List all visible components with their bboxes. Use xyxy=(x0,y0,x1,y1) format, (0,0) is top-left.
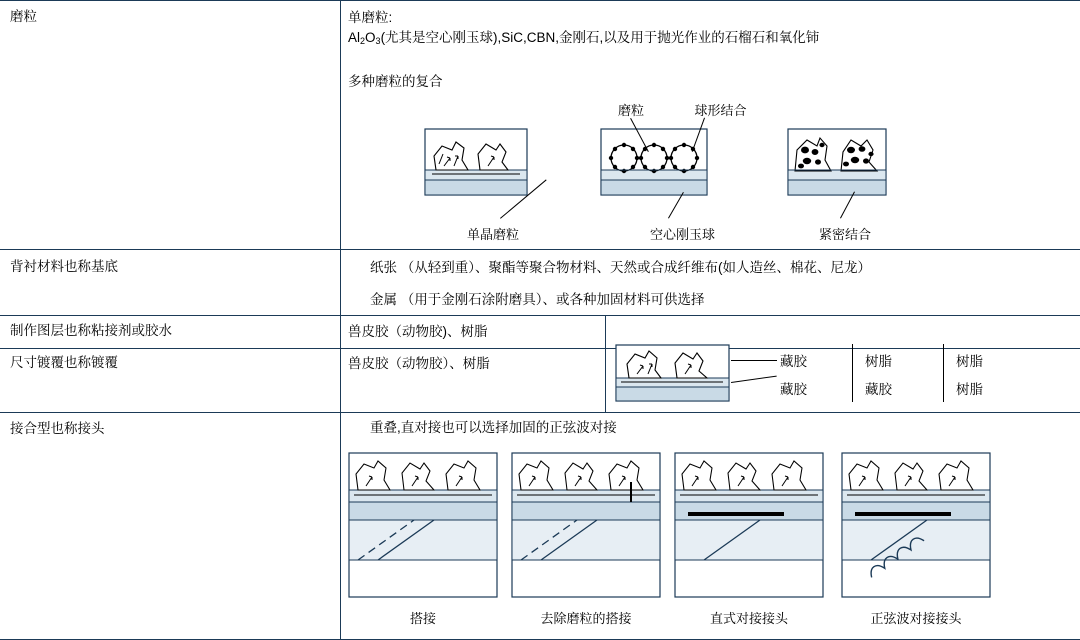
leader-size-coat-1 xyxy=(731,360,777,361)
caption-lap: 搭接 xyxy=(409,611,436,626)
backing-line-2: 金属 （用于金刚石涂附磨具）、或各种加固材料可供选择 xyxy=(370,292,705,307)
row-divider-2 xyxy=(0,315,1080,316)
callout-grain: 磨粒 xyxy=(617,103,644,118)
callout-single-crystal: 单晶磨粒 xyxy=(466,227,519,242)
figure-tight-bond xyxy=(787,128,887,196)
caption-butt: 直式对接接头 xyxy=(709,611,788,626)
row-divider-4 xyxy=(0,412,1080,413)
caption-sine: 正弦波对接接头 xyxy=(870,611,962,626)
size-coat-value: 兽皮胶（动物胶）、树脂 xyxy=(348,356,490,371)
size-coat-callout-1: 藏胶 xyxy=(780,354,807,369)
row-label-abrasive: 磨粒 xyxy=(10,9,37,24)
size-coat-sep-1 xyxy=(852,344,853,402)
abrasive-line-3: 多种磨粒的复合 xyxy=(348,74,443,89)
figure-size-coat xyxy=(615,344,730,402)
backing-line-1: 纸张 （从轻到重）、聚酯等聚合物材料、天然或合成纤维布(如人造丝、棉花、尼龙） xyxy=(370,260,871,275)
caption-deabraded-lap: 去除磨粒的搭接 xyxy=(540,611,632,626)
row-label-make-coat: 制作图层也称粘接剂或胶水 xyxy=(10,323,172,338)
figure-single-crystal-abrasive xyxy=(424,128,528,196)
column-divider xyxy=(340,0,341,639)
size-coat-callout-4: 藏胶 xyxy=(865,382,892,397)
size-coat-callout-3: 树脂 xyxy=(865,354,892,369)
leader-size-coat-2 xyxy=(731,376,777,383)
figure-hollow-corundum-ball xyxy=(600,128,708,196)
figure-sine-wave-joint xyxy=(841,452,991,598)
row-divider-1 xyxy=(0,249,1080,250)
al2o3-formula: $Al_2O_3$ xyxy=(348,30,381,46)
callout-hollow-ball: 空心刚玉球 xyxy=(649,227,715,242)
joint-line-1: 重叠,直对接也可以选择加固的正弦波对接 xyxy=(370,420,617,435)
size-coat-callout-2: 藏胶 xyxy=(780,382,807,397)
size-coat-callout-6: 树脂 xyxy=(956,382,983,397)
figure-butt-joint xyxy=(674,452,824,598)
make-coat-value: 兽皮胶（动物胶)、树脂 xyxy=(348,324,488,339)
callout-tight-bond: 紧密结合 xyxy=(818,227,871,242)
abrasive-line-2 xyxy=(348,28,1058,49)
figure-deabraded-lap-joint xyxy=(511,452,661,598)
abrasive-line-1: 单磨粒: xyxy=(348,10,393,25)
inner-divider-size-coat xyxy=(605,315,606,412)
size-coat-callout-5: 树脂 xyxy=(956,354,983,369)
size-coat-sep-2 xyxy=(943,344,944,402)
row-label-joint: 接合型也称接头 xyxy=(10,421,105,436)
figure-lap-joint xyxy=(348,452,498,598)
row-label-size-coat: 尺寸镀覆也称镀覆 xyxy=(10,355,118,370)
abrasive-line-2-rest: (尤其是空心刚玉球),SiC,CBN,金刚石,以及用于抛光作业的石榴石和氧化铈 xyxy=(380,30,820,45)
row-divider-3 xyxy=(0,348,1080,349)
callout-spherical-bond: 球形结合 xyxy=(694,103,747,118)
table-top-border xyxy=(0,0,1080,1)
row-label-backing: 背衬材料也称基底 xyxy=(10,259,118,274)
